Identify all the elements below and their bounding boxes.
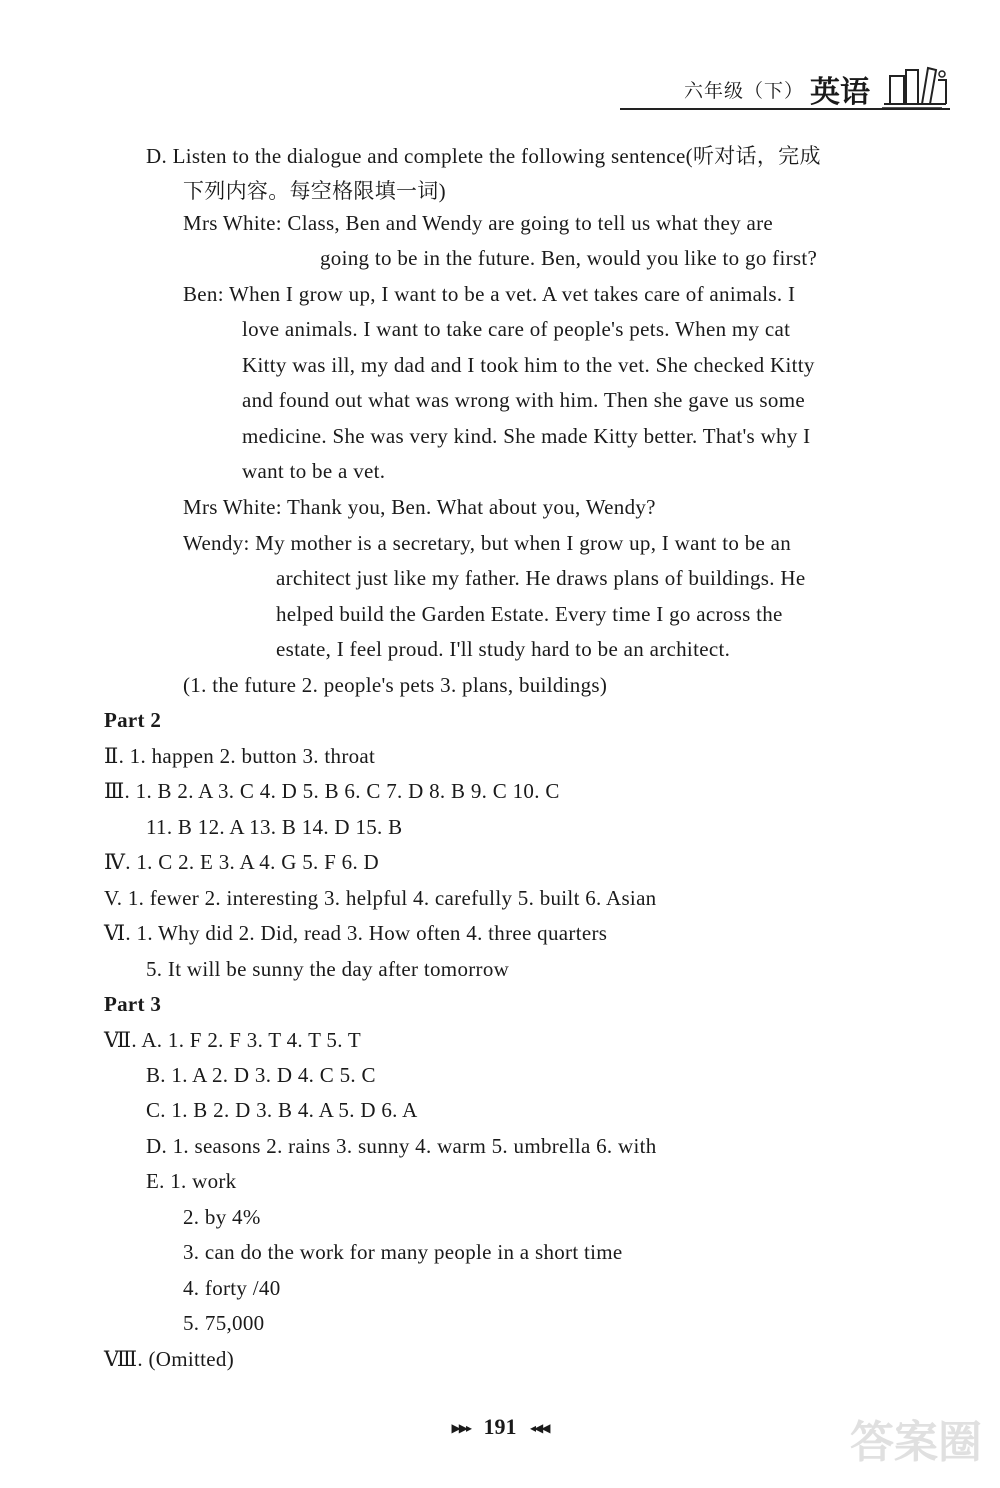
text-line: and found out what was wrong with him. Then she gave us some — [242, 388, 805, 412]
text-line: helped build the Garden Estate. Every time I go across the — [276, 602, 783, 626]
watermark-logo: 答案圈 — [850, 1417, 982, 1468]
text-line: 3. can do the work for many people in a short time — [183, 1240, 623, 1264]
text-line: Ⅶ. A. 1. F 2. F 3. T 4. T 5. T — [104, 1028, 362, 1052]
text-line: going to be in the future. Ben, would you like to go first? — [320, 246, 818, 270]
subject-label: 英语 — [810, 75, 870, 110]
text-line: 4. forty /40 — [183, 1276, 281, 1300]
text-line: Ⅳ. 1. C 2. E 3. A 4. G 5. F 6. D — [104, 850, 380, 874]
text-line: Ⅲ. 1. B 2. A 3. C 4. D 5. B 6. C 7. D 8. B 9. C 10. C — [104, 779, 560, 803]
grade-label: 六年级（下） — [683, 79, 804, 102]
text-line: B. 1. A 2. D 3. D 4. C 5. C — [146, 1063, 376, 1087]
books-icon — [880, 64, 950, 114]
text-line: love animals. I want to take care of people's pets. When my cat — [242, 317, 791, 341]
text-line: 5. It will be sunny the day after tomorrow — [146, 957, 510, 981]
text-line: Ben: When I grow up, I want to be a vet. A vet takes care of animals. I — [183, 282, 796, 306]
text-line: V. 1. fewer 2. interesting 3. helpful 4. carefully 5. built 6. Asian — [104, 886, 657, 910]
text-line: Wendy: My mother is a secretary, but when I grow up, I want to be an — [183, 531, 792, 555]
text-line: D. Listen to the dialogue and complete the following sentence(听对话，完成 — [146, 144, 821, 168]
text-line: Ⅱ. 1. happen 2. button 3. throat — [104, 744, 376, 768]
text-line: 11. B 12. A 13. B 14. D 15. B — [146, 815, 403, 839]
text-line: 下列内容。每空格限填一词) — [183, 179, 446, 203]
text-line: 2. by 4% — [183, 1205, 261, 1229]
header-rule — [620, 108, 950, 110]
section-heading: Part 2 — [104, 708, 162, 732]
text-line: Ⅷ. (Omitted) — [104, 1347, 234, 1371]
text-line: Mrs White: Class, Ben and Wendy are going to tell us what they are — [183, 211, 774, 235]
text-line: want to be a vet. — [242, 459, 386, 483]
text-line: 5. 75,000 — [183, 1311, 265, 1335]
text-line: (1. the future 2. people's pets 3. plans, buildings) — [183, 673, 608, 697]
running-header — [684, 64, 950, 114]
text-line: E. 1. work — [146, 1169, 237, 1193]
text-line: Mrs White: Thank you, Ben. What about you, Wendy? — [183, 495, 656, 519]
text-line: estate, I feel proud. I'll study hard to be an architect. — [276, 637, 731, 661]
right-arrows-icon: ▶▶▸ — [451, 1421, 470, 1436]
text-line: architect just like my father. He draws plans of buildings. He — [276, 566, 806, 590]
text-line: C. 1. B 2. D 3. B 4. A 5. D 6. A — [146, 1098, 418, 1122]
page-number: 191 — [483, 1414, 517, 1439]
text-line: Kitty was ill, my dad and I took him to the vet. She checked Kitty — [242, 353, 815, 377]
text-line: Ⅵ. 1. Why did 2. Did, read 3. How often 4. three quarters — [104, 921, 608, 945]
section-heading: Part 3 — [104, 992, 162, 1016]
left-arrows-icon: ◂◀◀ — [530, 1421, 549, 1436]
text-line: D. 1. seasons 2. rains 3. sunny 4. warm 5. umbrella 6. with — [146, 1134, 657, 1158]
text-line: medicine. She was very kind. She made Kitty better. That's why I — [242, 424, 811, 448]
